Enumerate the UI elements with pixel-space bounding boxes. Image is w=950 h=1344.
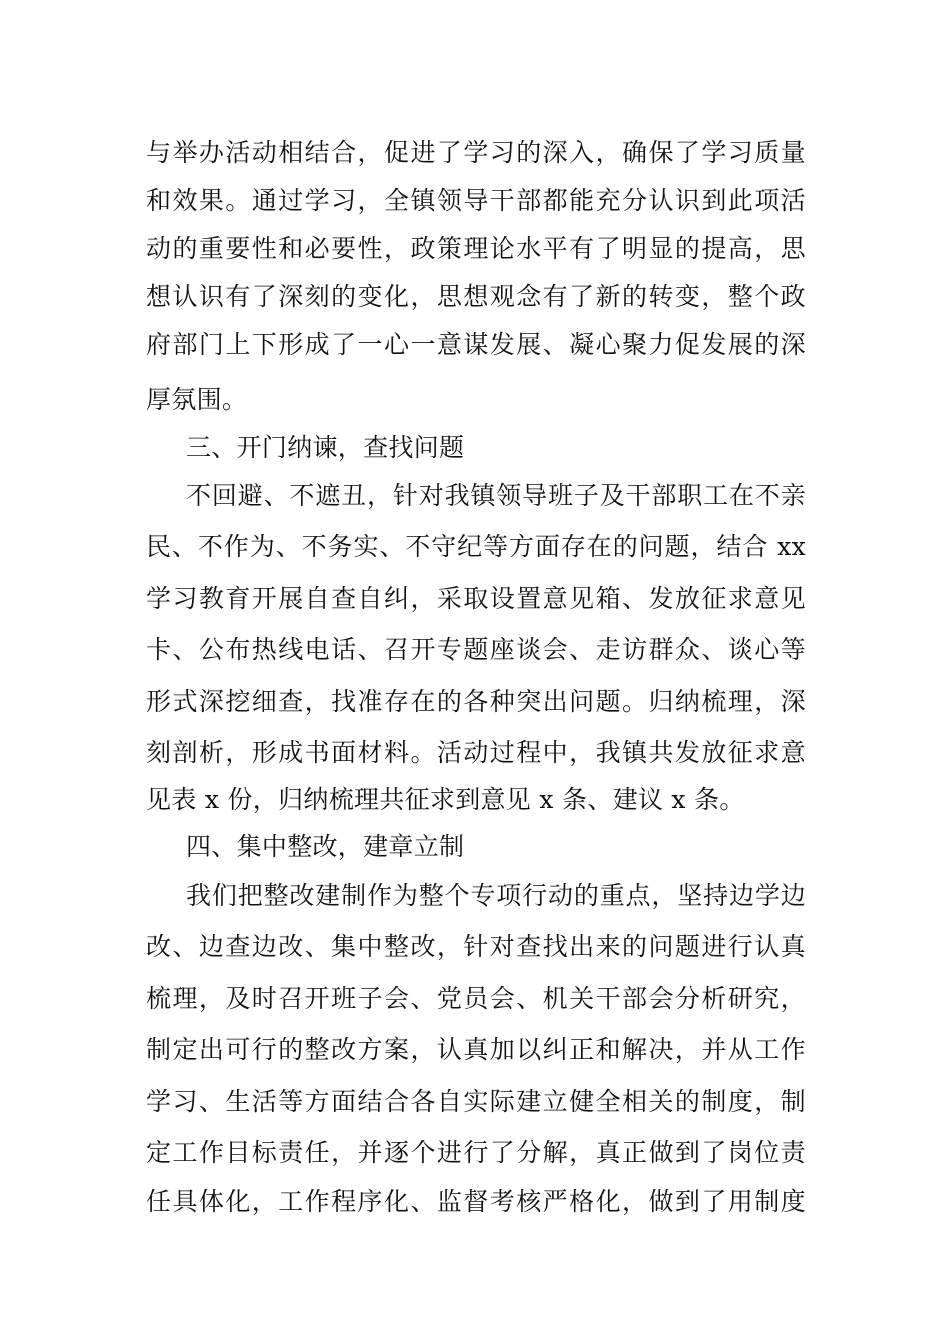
text-line: 府部门上下形成了一心一意谋发展、凝心聚力促发展的深 [146, 330, 806, 359]
text-line: 和效果。通过学习，全镇领导干部都能充分认识到此项活 [146, 186, 806, 215]
text-line: 民、不作为、不务实、不守纪等方面存在的问题，结合 xx [146, 532, 806, 561]
text-line: 学习、生活等方面结合各自实际建立健全相关的制度，制 [146, 1087, 806, 1116]
text-line: 不回避、不遮丑，针对我镇领导班子及干部职工在不亲 [186, 481, 806, 510]
text-line: 形式深挖细查，找准存在的各种突出问题。归纳梳理，深 [146, 687, 806, 716]
section-heading: 四、集中整改，建章立制 [186, 832, 465, 861]
text-line: 改、边查边改、集中整改，针对查找出来的问题进行认真 [146, 932, 806, 961]
text-line: 厚氛围。 [146, 385, 248, 414]
text-line: 学习教育开展自查自纠，采取设置意见箱、发放征求意见 [146, 584, 806, 613]
text-line: 想认识有了深刻的变化，思想观念有了新的转变，整个政 [146, 282, 806, 311]
text-line: 与举办活动相结合，促进了学习的深入，确保了学习质量 [146, 138, 806, 167]
text-line: 卡、公布热线电话、召开专题座谈会、走访群众、谈心等 [146, 635, 806, 664]
text-line: 刻剖析，形成书面材料。活动过程中，我镇共发放征求意 [146, 738, 806, 767]
text-line: 任具体化，工作程序化、监督考核严格化，做到了用制度 [146, 1187, 806, 1216]
text-line: 制定出可行的整改方案，认真加以纠正和解决，并从工作 [146, 1035, 806, 1064]
text-line: 梳理，及时召开班子会、党员会、机关干部会分析研究， [146, 984, 806, 1013]
text-line: 我们把整改建制作为整个专项行动的重点，坚持边学边 [186, 881, 806, 910]
text-line: 见表 x 份，归纳梳理共征求到意见 x 条、建议 x 条。 [146, 785, 745, 814]
text-line: 定工作目标责任，并逐个进行了分解，真正做到了岗位责 [146, 1138, 806, 1167]
section-heading: 三、开门纳谏，查找问题 [186, 433, 465, 462]
text-line: 动的重要性和必要性，政策理论水平有了明显的提高，思 [146, 234, 806, 263]
